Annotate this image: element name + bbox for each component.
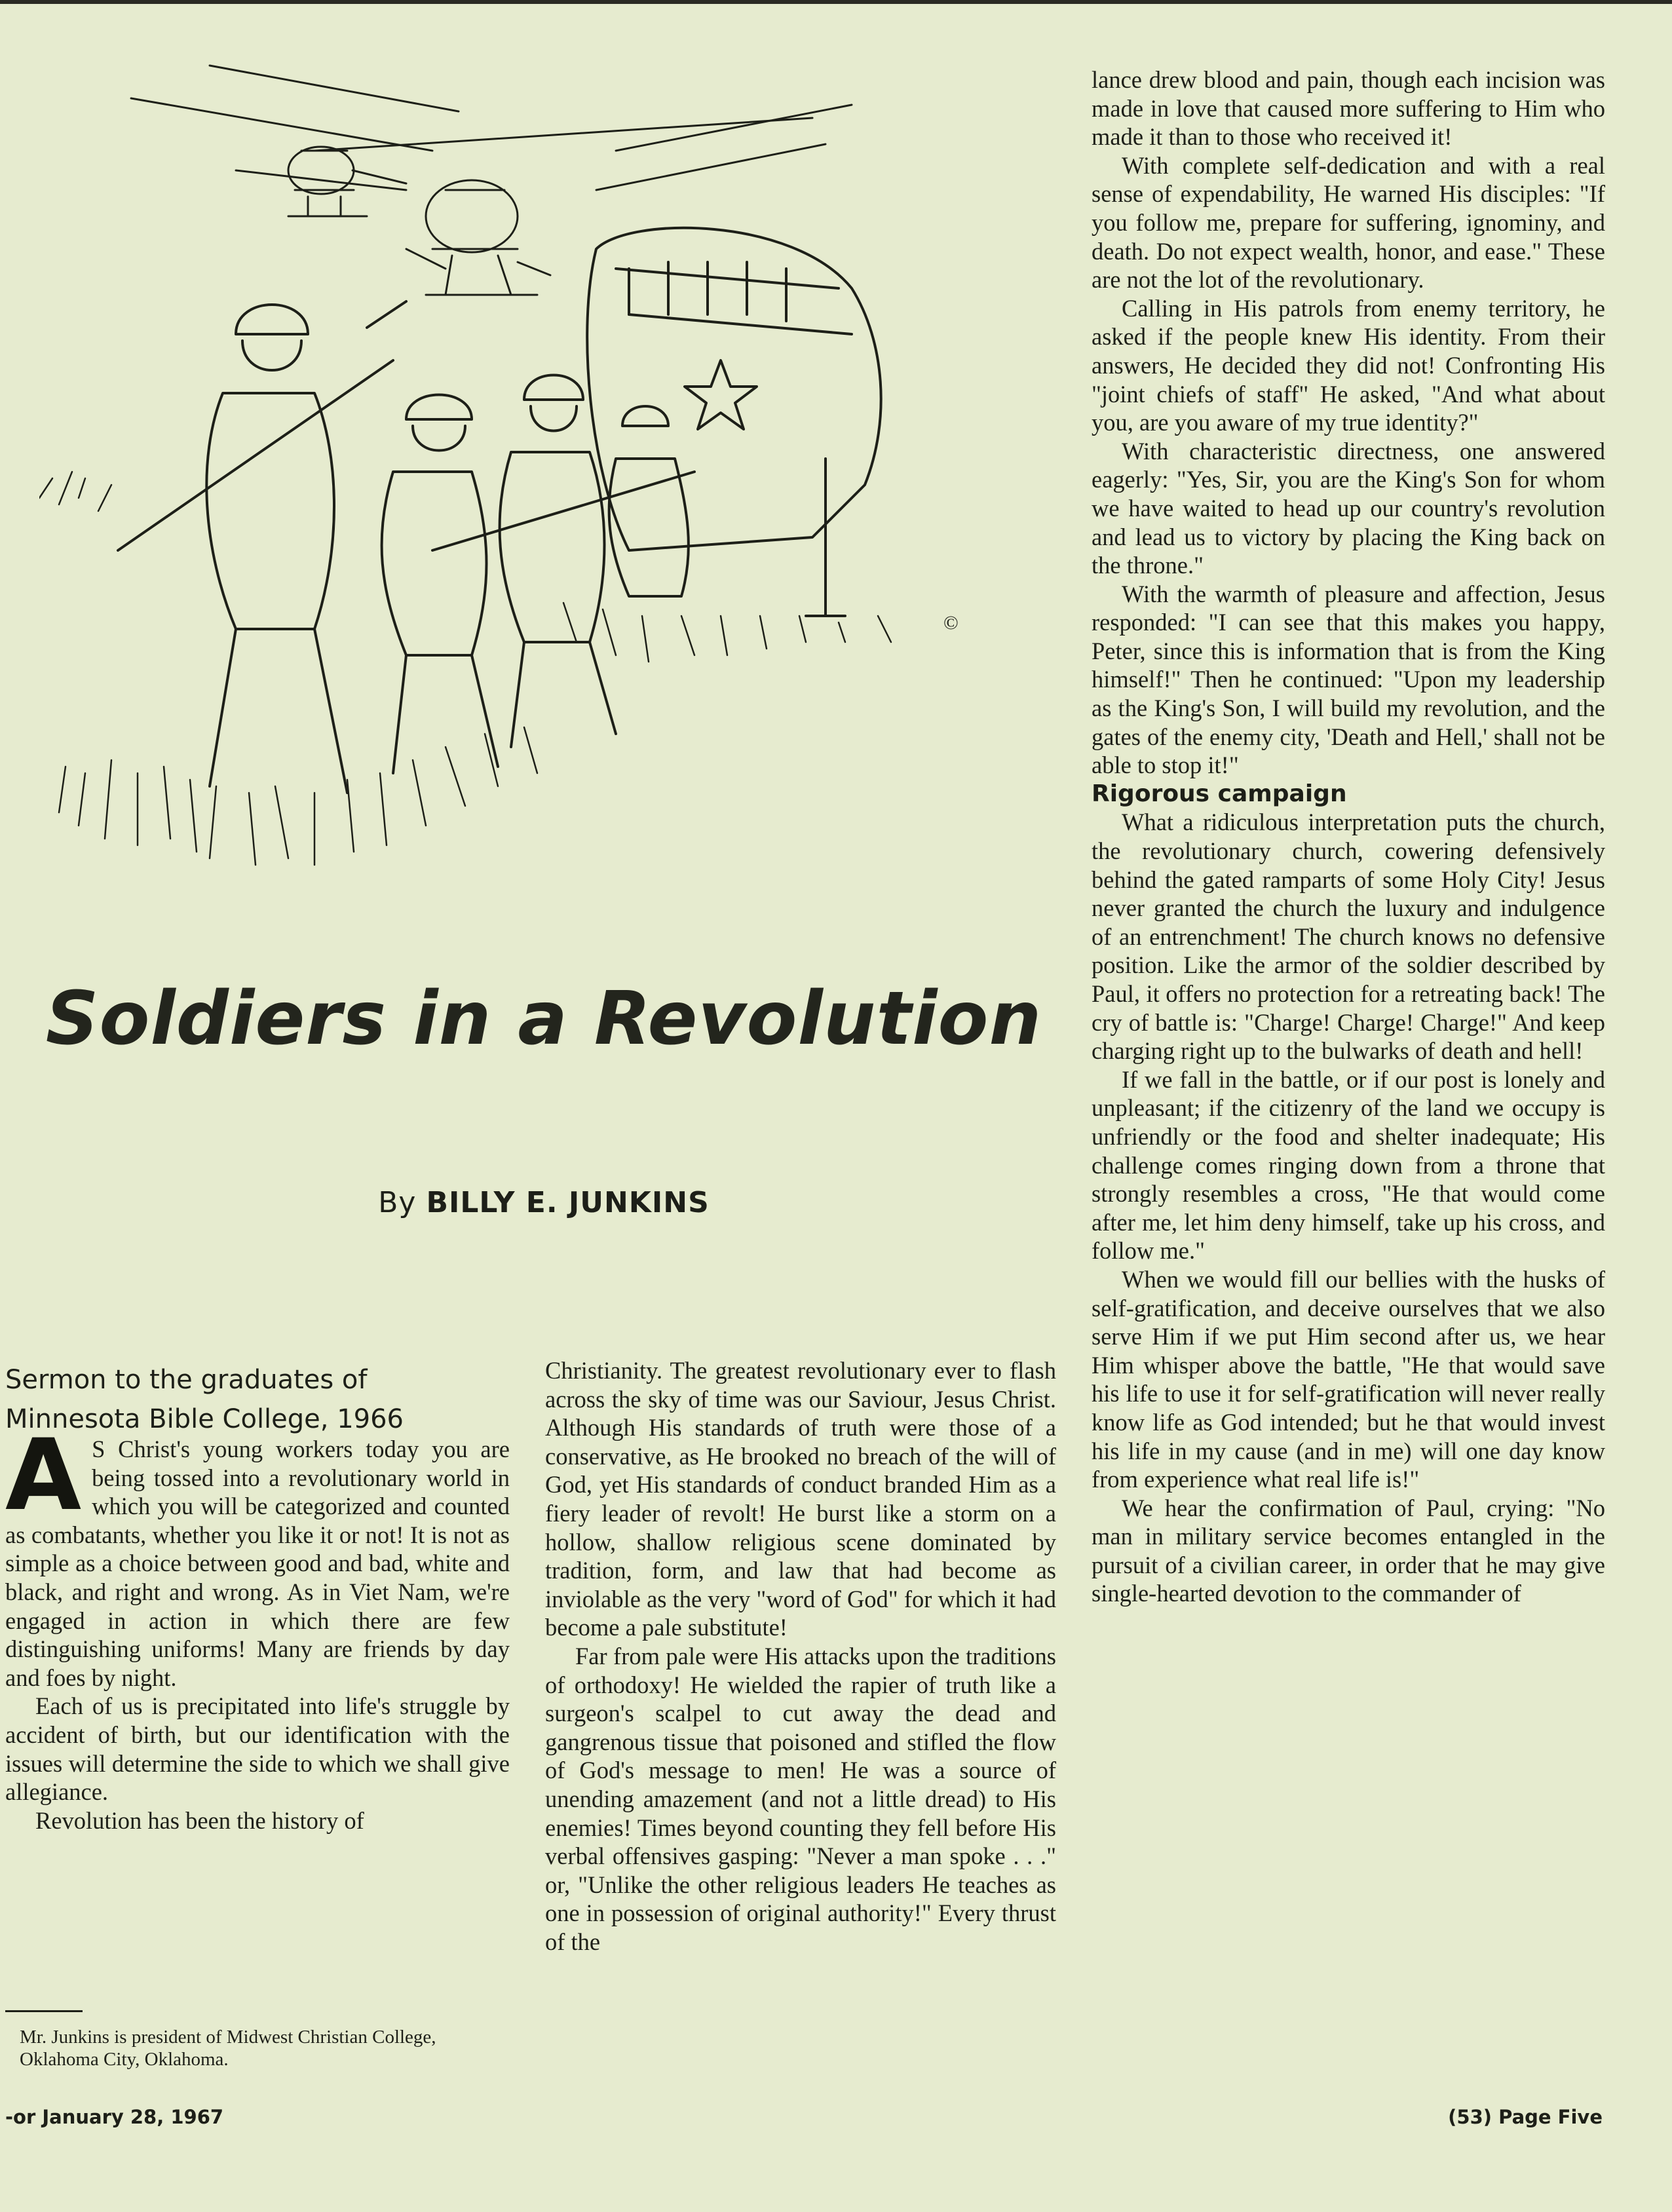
helicopter-rotor-lines [131,66,852,190]
article-column-2 [545,1356,1056,1956]
copyright-mark: © [943,612,959,634]
col3-paragraph-7: If we fall in the battle, or if our post is lonely and unpleasant; if the citizenry of the land we occupy is unfriendly or the food and shelter inadequate; His challenge comes ringing down from a throne that strongly resembles a cross, "He that would come after me, let him deny himself, take up his cross, and follow me." [1092,1065,1605,1265]
col3-paragraph-3: Calling in His patrols from enemy territory, he asked if the people knew His identity. From their answers, He decided they did not! Confronting His "joint chiefs of staff" He asked, "And what about you, are you aware of my true identity?" [1092,294,1605,436]
soldiers-helicopter-illustration [39,52,983,944]
col3-paragraph-2: With complete self-dedication and with a real sense of expendability, He warned His disciples: "If you follow me, prepare for suffering, ignominy, and death. Do not expect wealth, honor, and ease." These are not the lot of the revolutionary. [1092,151,1605,294]
col2-paragraph-1: Christianity. The greatest revolutionary ever to flash across the sky of time was our Saviour, Jesus Christ. Although His standards of truth were those of a conservative, as He brooked no breach of the will of God, yet His standards of conduct branded Him as a fiery leader of revolt! He burst like a storm on a hollow, shallow religious scene dominated by tradition, form, and law that had become as inviolable as the very "word of God" for which it had become a pale substitute! [545,1357,1056,1641]
grass-strokes [39,472,891,865]
subhead-rigorous-campaign: Rigorous campaign [1092,780,1347,807]
col2-paragraph-2: Far from pale were His attacks upon the traditions of orthodoxy! He wielded the rapier of truth like a surgeon's scalpel to cut away the dead and gangrenous tissue that poisoned and stifled the flow of God's message to men! He was a source of unending amazement (and not a little dread) to His enemies! Times beyond counting they fell before His verbal offensives gasping: "Never a man spoke . . ." or, "Unlike the other religious leaders He teaches as one in possession of original authority!" Every thrust of the [545,1642,1056,1955]
helicopter-small-icon [288,147,406,216]
soldier-middle-icon [382,395,498,774]
col3-paragraph-9: We hear the confirmation of Paul, crying: "No man in military service becomes entangled in the pursuit of a civilian career, in order that he may give single-hearted devotion to the commander of [1092,1494,1605,1607]
folio-page-number: (53) Page Five [1448,2106,1603,2128]
col1-paragraph-3: Revolution has been the history of [35,1806,364,1834]
col3-paragraph-1: lance drew blood and pain, though each incision was made in love that caused more suffering to Him who made it than to those who received it! [1092,66,1605,151]
folio-date: -or January 28, 1967 [5,2106,224,2128]
drop-cap: A [5,1419,82,1533]
kicker-line-1: Sermon to the graduates of [5,1365,368,1395]
soldier-rear-icon [609,406,689,596]
col3-paragraph-8: When we would fill our bellies with the husks of self-gratification, and deceive ourselves that we also serve Him if we put Him second after us, we hear Him whisper above the battle, "He that would save his life to use it for self-gratification will never really know life as God intended; but he that would invest his life in my cause (and in me) will one day know from experience what real life is!" [1092,1265,1605,1493]
soldier-lead-icon [118,301,406,793]
page-edge [0,0,1672,4]
author-footnote: Mr. Junkins is president of Midwest Christian College, Oklahoma City, Oklahoma. [20,2027,436,2070]
kicker-line-2: Minnesota Bible College, 1966 [5,1404,404,1434]
col1-paragraph-2: Each of us is precipitated into life's struggle by accident of birth, but our identification with the issues will determine the side to which we shall give allegiance. [5,1692,510,1806]
byline [0,1186,1088,1219]
byline-prefix: By [378,1186,417,1219]
col3-paragraph-5: With the warmth of pleasure and affection, Jesus responded: "I can see that this makes you happy, Peter, since this is information that is from the King himself!" Then he continued: "Upon my leadership as the King's Son, I will build my revolution, and the gates of the enemy city, 'Death and Hell,' shall not be able to stop it!" [1092,580,1605,779]
helicopter-medium-icon [406,180,550,295]
soldier-right-icon [432,375,694,748]
col3-paragraph-6: What a ridiculous interpretation puts the church, the revolutionary church, cowering defensively behind the gated ramparts of some Holy City! Jesus never granted the church the luxury and indulgence of an entrenchment! The church knows no defensive position. Like the armor of the soldier described by Paul, it offers no protection for a retreating back! The cry of battle is: "Charge! Charge! Charge!" And keep charging right up to the bulwarks of death and hell! [1092,809,1605,1065]
col1-paragraph-1: S Christ's young workers today you are being tossed into a revolutionary world in which you will be categorized and counted as combatants, whether you like it or not! It is not as simple as a choice between good and bad, white and black, and right and wrong. As in Viet Nam, we're engaged in action in which there are few distinguishing uniforms! Many are friends by day and foes by night. [5,1436,510,1691]
author-name: BILLY E. JUNKINS [426,1186,710,1219]
article-title: Soldiers in a Revolution [45,976,1042,1061]
helicopter-large-icon [587,228,881,616]
col3-paragraph-4: With characteristic directness, one answered eagerly: "Yes, Sir, you are the King's Son for whom we have waited to head up our country's revolution and lead us to victory by placing the King back on the throne." [1092,437,1605,579]
article-column-3 [1092,66,1605,1608]
footnote-rule [5,2010,83,2012]
